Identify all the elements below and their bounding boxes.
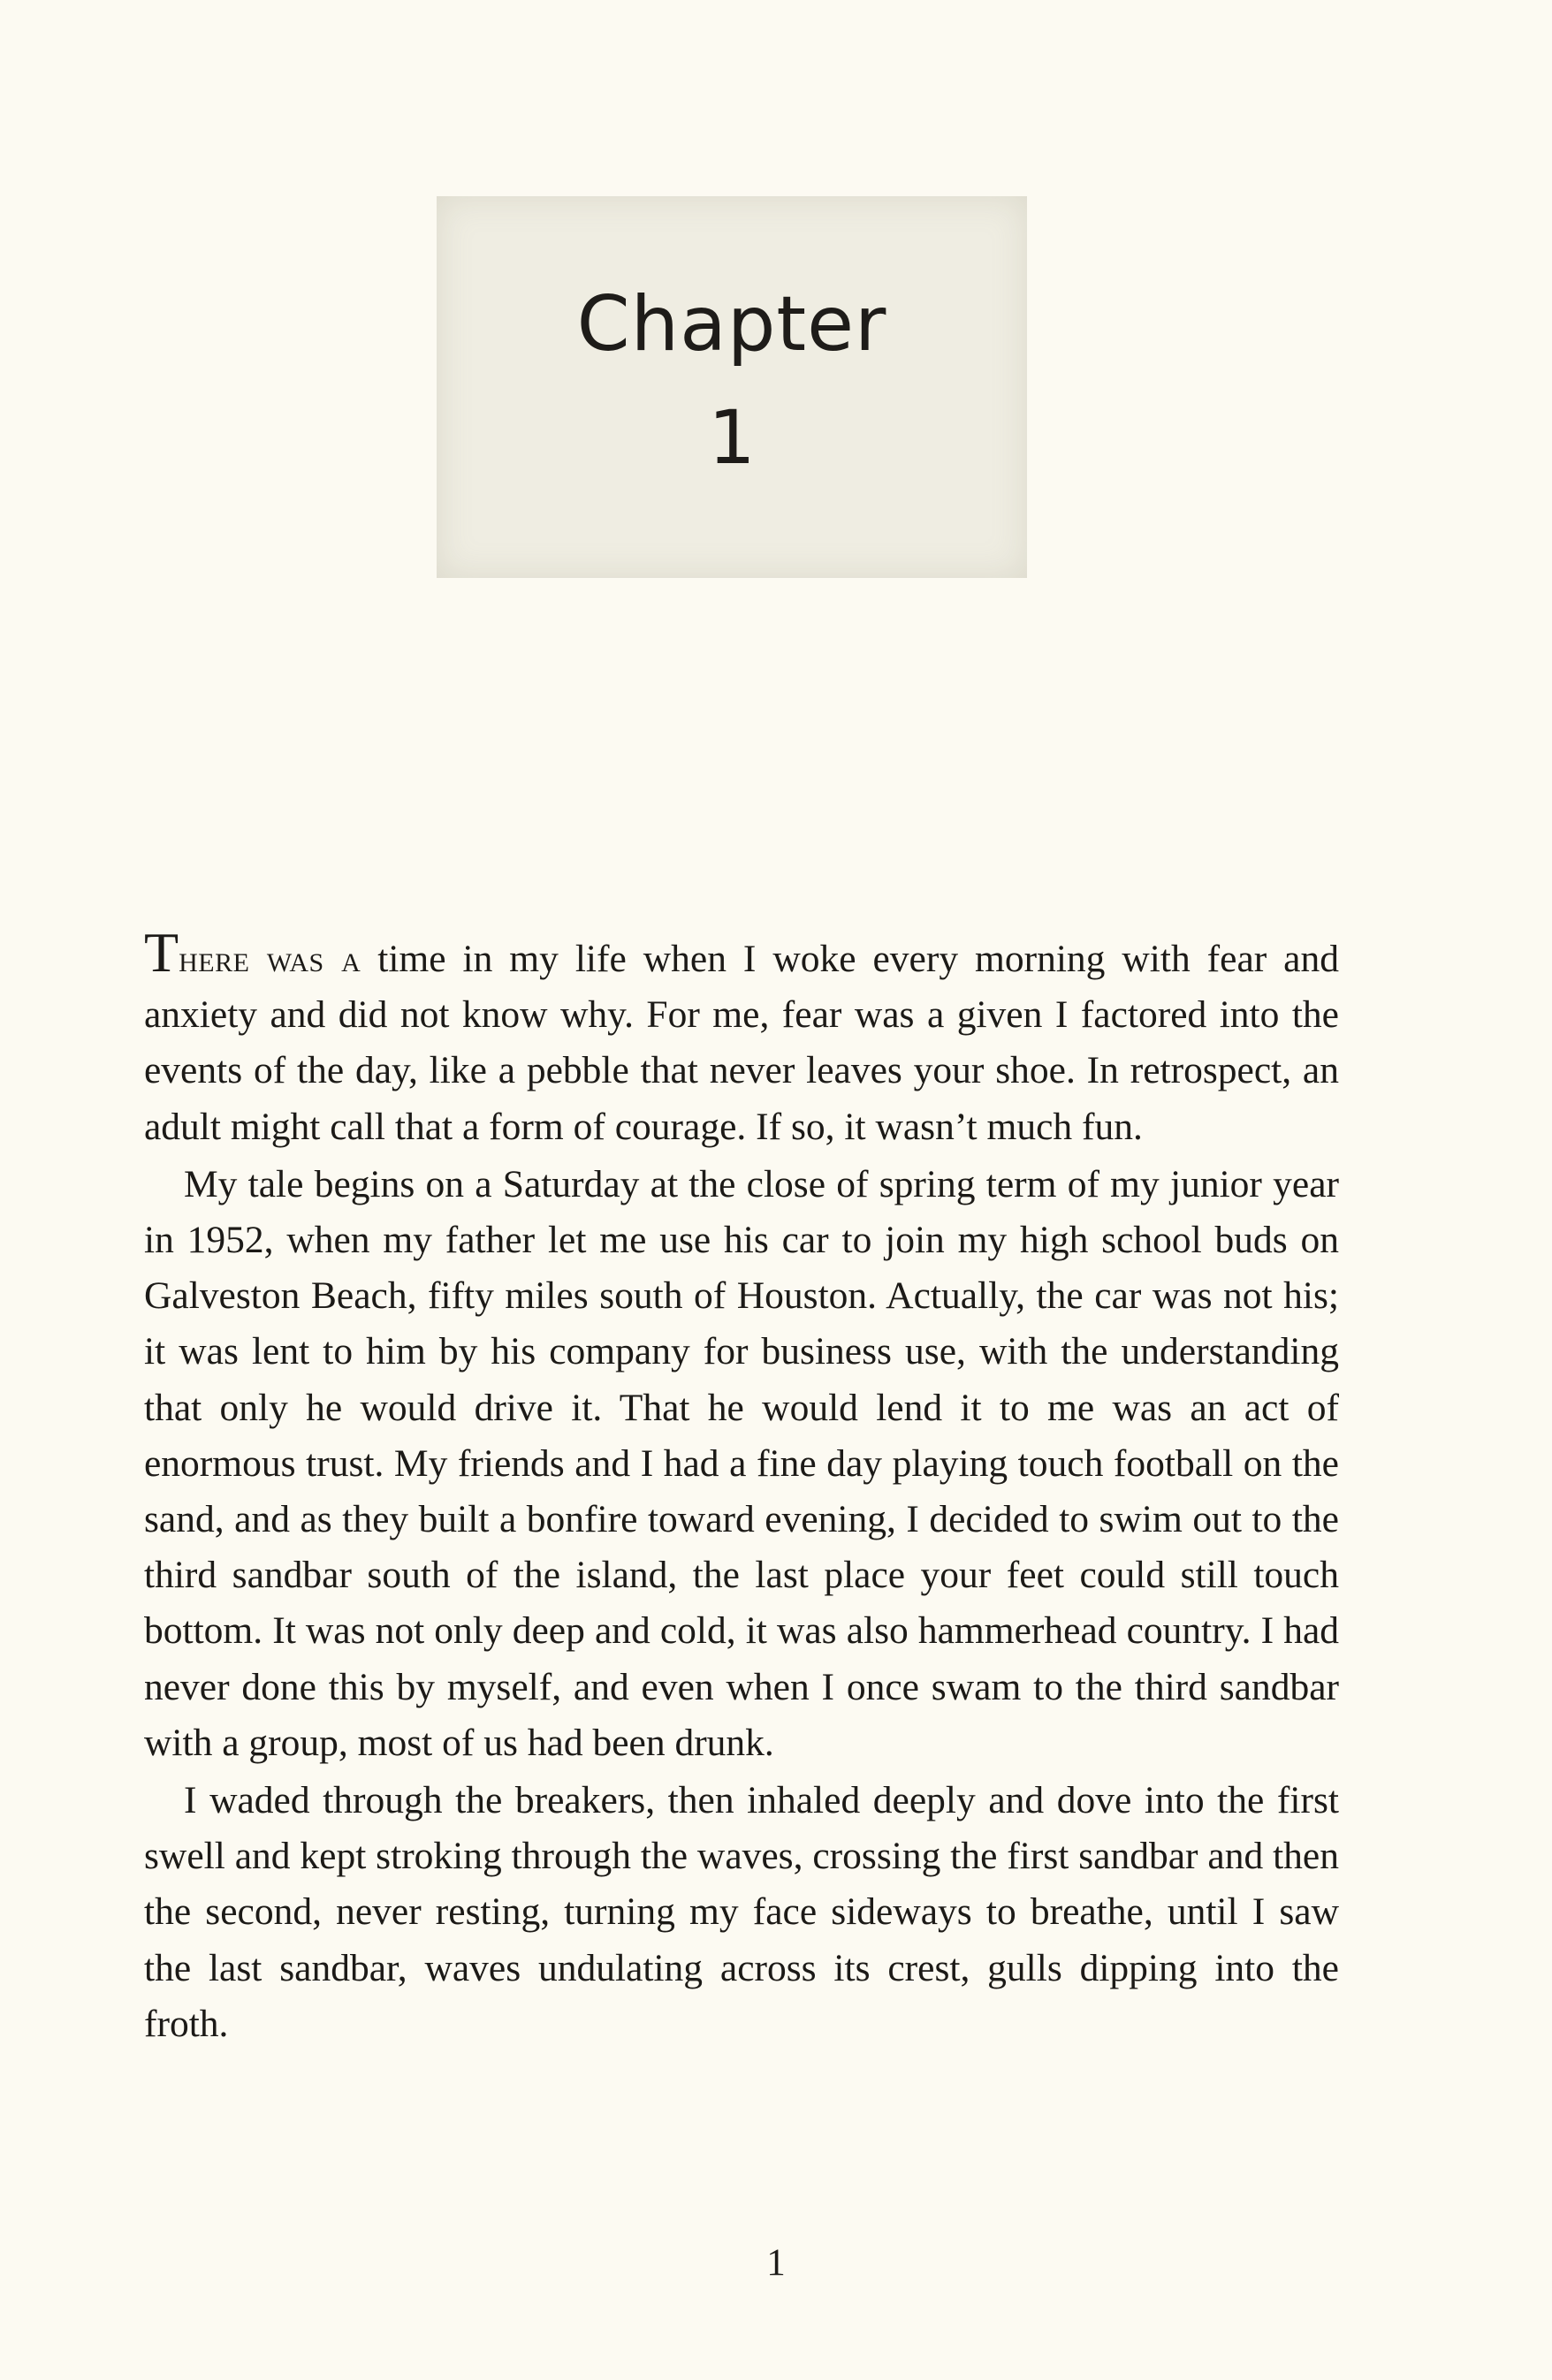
paragraph-1-text: time in my life when I woke every morning with fear and anxiety and did not know why. For me, fear was a given I factored into the events of the day, like a pebble that never leaves your shoe. In retrospect, an adult might call that a form of courage. If so, it wasn’t much fun. — [144, 938, 1339, 1148]
paragraph-2: My tale begins on a Saturday at the close of spring term of my junior year in 1952, when my father let me use his car to join my high school buds on Galveston Beach, fifty miles south of Houston. Actually, the car was not his; it was lent to him by his company for business use, with the understanding that only he would drive it. That he would lend it to me was an act of enormous trust. My friends and I had a fine day playing touch football on the sand, and as they built a bonfire toward evening, I decided to swim out to the third sandbar south of the island, the last place your feet could still touch bottom. It was not only deep and cold, it was also hammerhead country. I had never done this by myself, and even when I once swam to the third sandbar with a group, most of us had been drunk. — [144, 1162, 1339, 1764]
drop-cap: T — [144, 921, 179, 984]
page-number: 1 — [766, 2242, 786, 2284]
chapter-body — [144, 921, 1339, 2052]
paragraph-3: I waded through the breakers, then inhaled deeply and dove into the first swell and kept stroking through the waves, crossing the first sandbar and then the second, never resting, turning my face sideways to breathe, until I saw the last sandbar, waves undulating across its crest, gulls dipping into the froth. — [144, 1779, 1339, 2045]
small-caps-lead: here was a — [179, 938, 361, 980]
chapter-title: Chapter — [576, 280, 887, 369]
paragraph-1 — [144, 921, 1339, 1155]
chapter-heading-box — [437, 196, 1027, 578]
chapter-number: 1 — [708, 394, 756, 481]
